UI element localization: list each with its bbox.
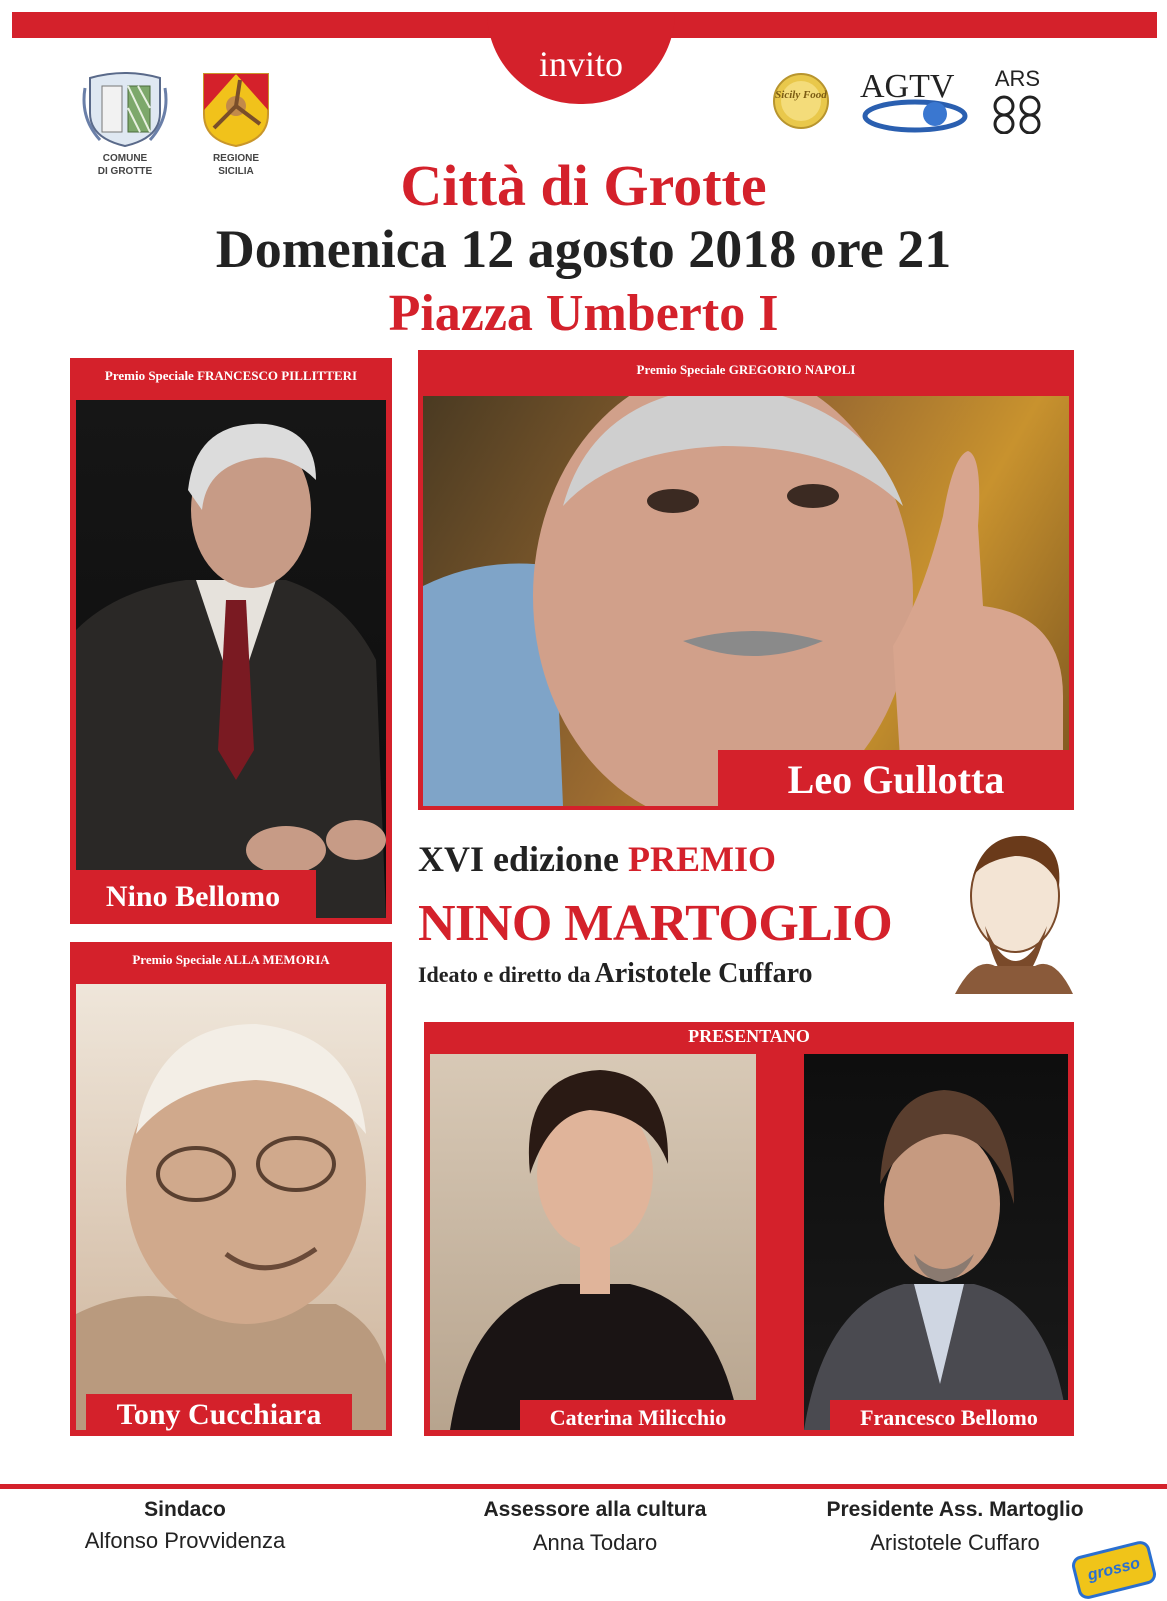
regione-label: REGIONE SICILIA — [212, 153, 260, 177]
nametag-francesco-bellomo: Francesco Bellomo — [830, 1400, 1068, 1436]
award-header-memoria: Premio Speciale ALLA MEMORIA — [132, 952, 330, 967]
comune-label: COMUNE DI GROTTE — [97, 153, 153, 177]
award-header-napoli: Premio Speciale GREGORIO NAPOLI — [636, 362, 856, 377]
sicily-food-logo: Sicily Food — [772, 72, 830, 130]
comune-crest-logo — [80, 68, 170, 148]
premio-edition: XVI edizione PREMIO — [418, 839, 776, 879]
credit-role-assessore: Assessore alla cultura — [483, 1498, 707, 1521]
credit-name-presidente: Aristotele Cuffaro — [870, 1530, 1040, 1555]
photo-leo-gullotta — [423, 396, 1069, 806]
credit-role-presidente: Presidente Ass. Martoglio — [826, 1498, 1084, 1521]
credit-name-sindaco: Alfonso Provvidenza — [84, 1528, 286, 1553]
ars-logo: ARS — [990, 66, 1045, 136]
nametag-nino-bellomo: Nino Bellomo — [70, 870, 316, 924]
nametag-tony-cucchiara: Tony Cucchiara — [86, 1394, 352, 1436]
premio-credit: Ideato e diretto da Aristotele Cuffaro — [418, 958, 813, 989]
photo-caterina-milicchio — [430, 1054, 756, 1430]
city-title: Città di Grotte — [400, 153, 767, 218]
photo-nino-bellomo — [76, 400, 386, 918]
credit-name-assessore: Anna Todaro — [532, 1530, 658, 1555]
regione-sicilia-logo — [200, 70, 272, 148]
award-header-pillitteri: Premio Speciale FRANCESCO PILLITTERI — [104, 368, 358, 383]
event-place: Piazza Umberto I — [388, 285, 779, 342]
nametag-leo-gullotta: Leo Gullotta — [718, 750, 1074, 810]
nametag-caterina-milicchio: Caterina Milicchio — [520, 1400, 756, 1436]
agtv-logo: AGTV — [855, 68, 970, 138]
photo-francesco-bellomo — [804, 1054, 1068, 1430]
invito-tab: invito — [487, 12, 675, 104]
photo-tony-cucchiara — [76, 984, 386, 1430]
event-date: Domenica 12 agosto 2018 ore 21 — [215, 219, 952, 279]
grosso-badge-logo: grosso — [1070, 1539, 1158, 1601]
martoglio-portrait-sketch — [955, 826, 1073, 994]
credit-role-sindaco: Sindaco — [144, 1498, 226, 1521]
footer-divider — [0, 1484, 1167, 1489]
presentano-label: PRESENTANO — [688, 1026, 810, 1046]
premio-title: NINO MARTOGLIO — [418, 895, 893, 952]
